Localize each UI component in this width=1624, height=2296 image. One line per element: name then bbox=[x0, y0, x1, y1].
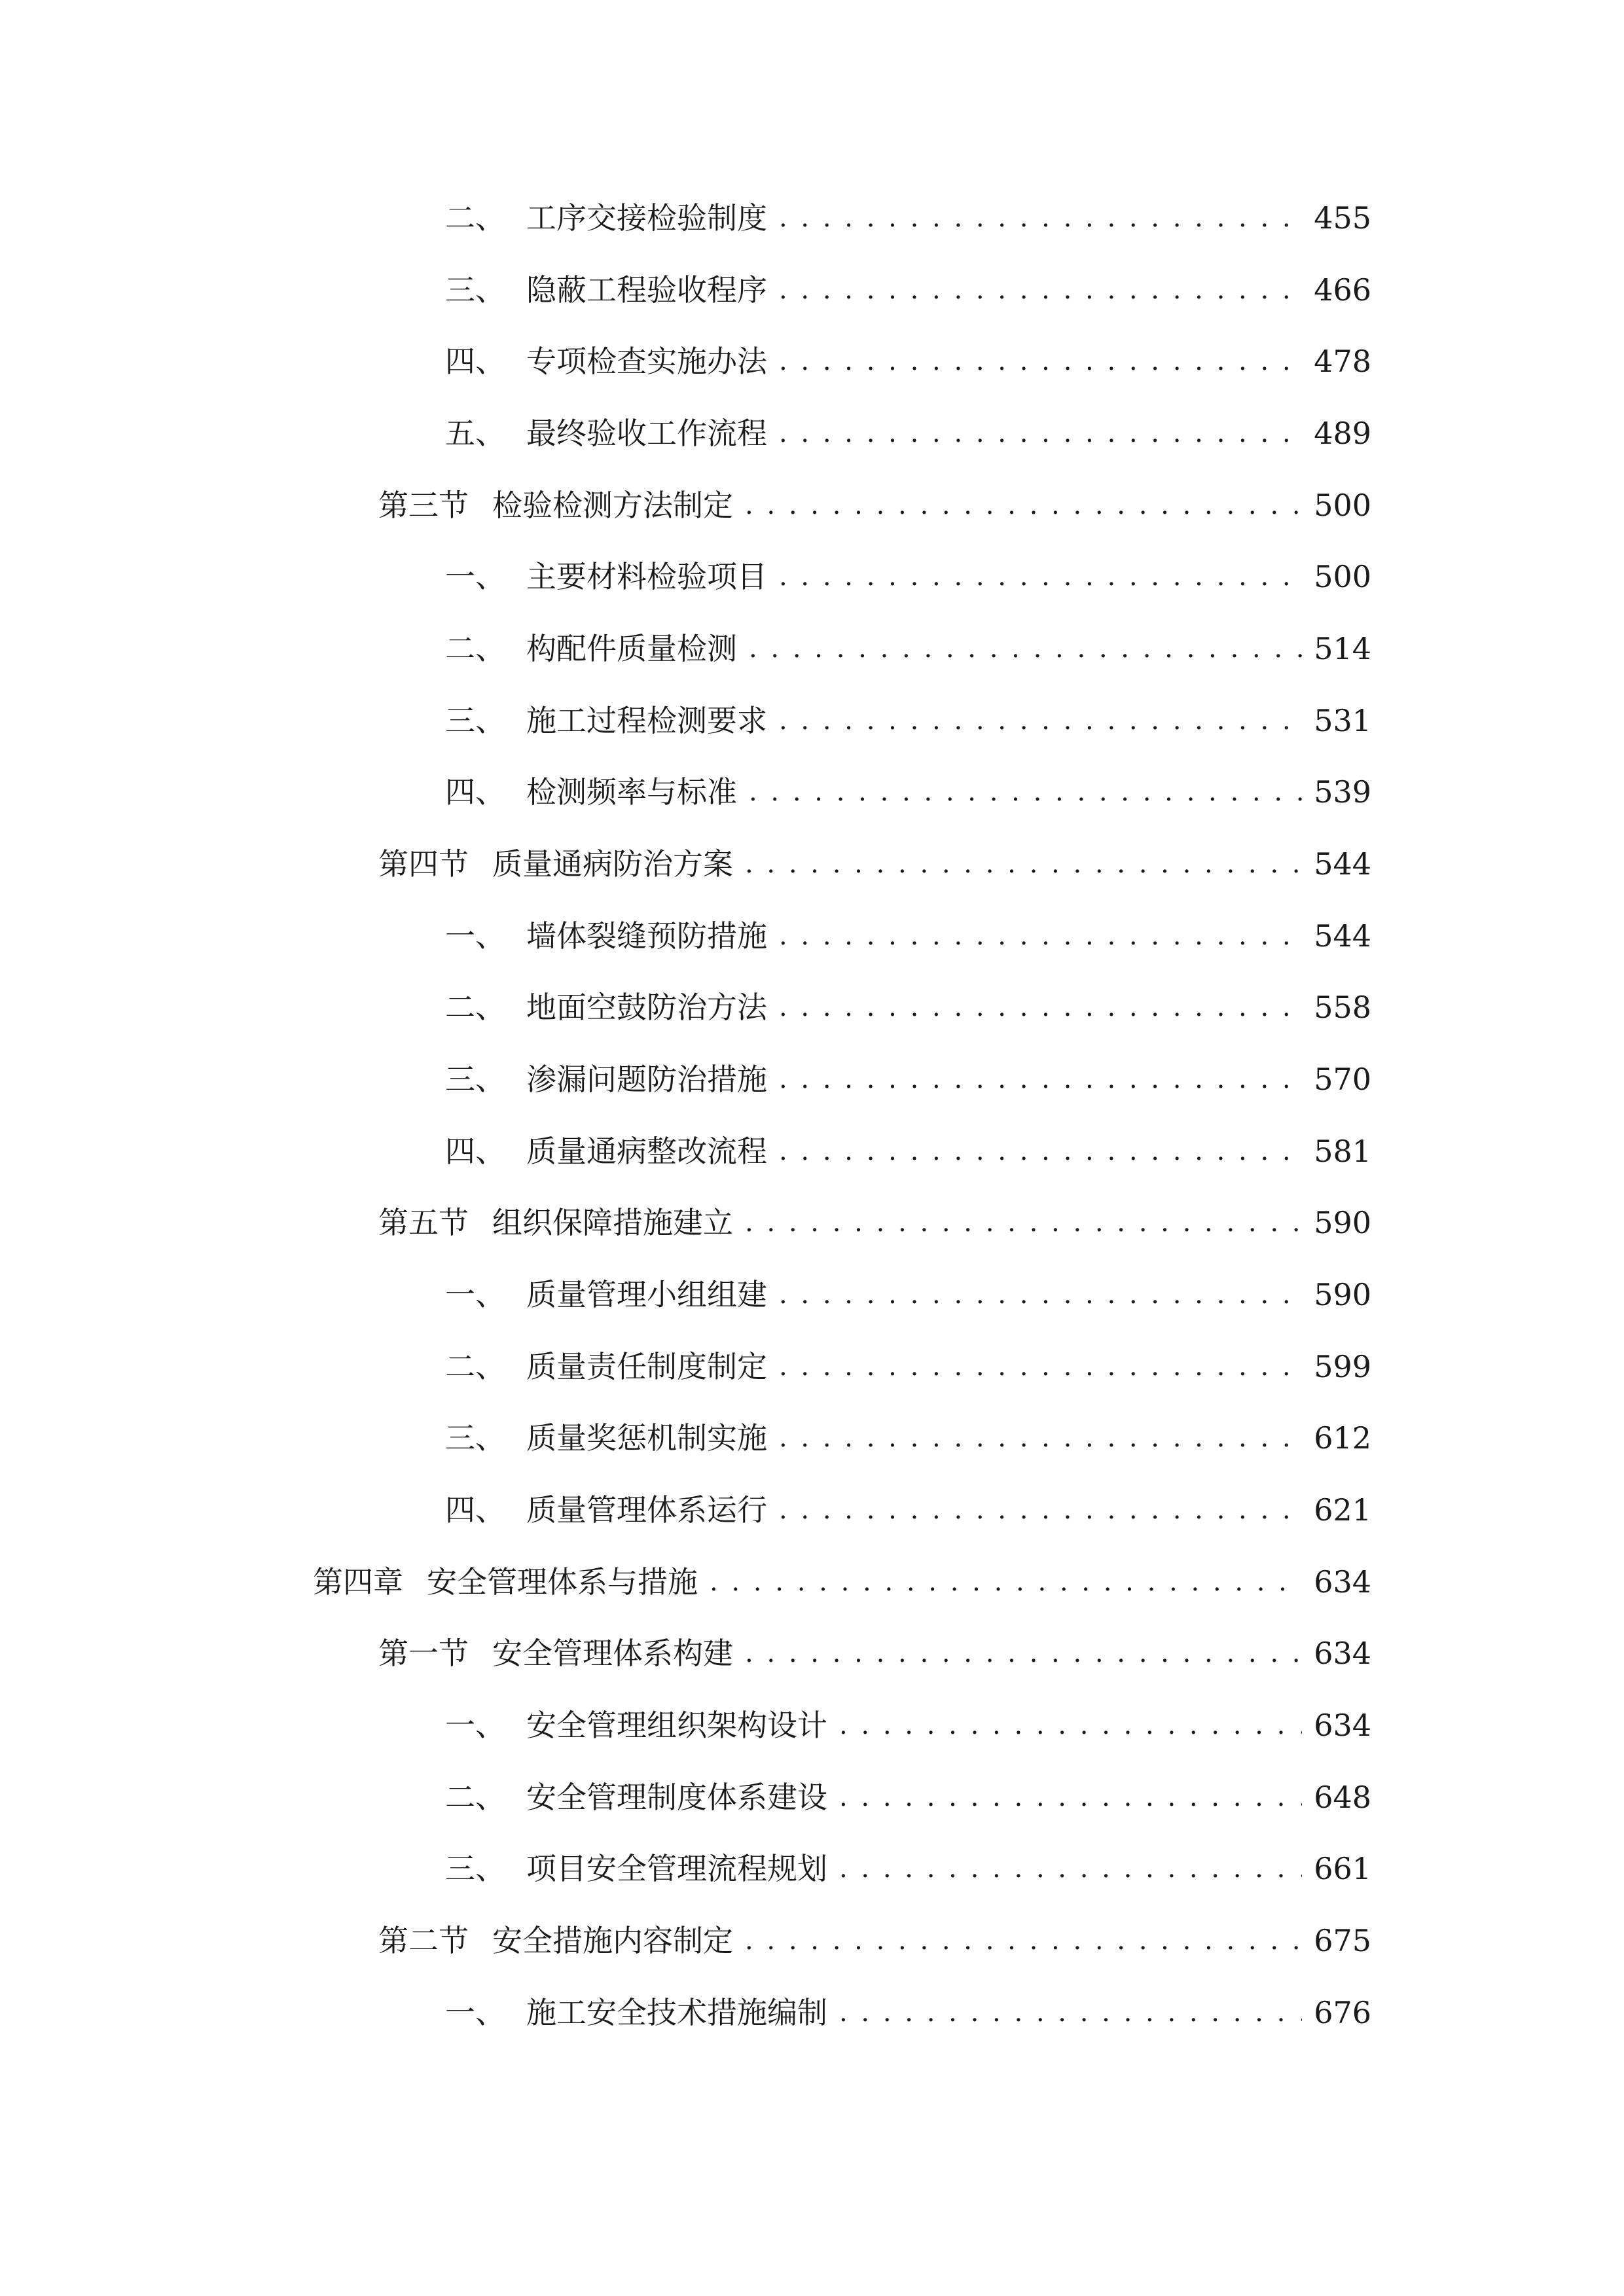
toc-entry-label: 三、 bbox=[445, 703, 505, 738]
toc-entry[interactable] bbox=[445, 1344, 1371, 1390]
toc-entry[interactable] bbox=[313, 1559, 1371, 1605]
toc-dot-leader bbox=[749, 626, 1302, 672]
toc-page-number: 455 bbox=[1314, 200, 1371, 236]
toc-page-number: 612 bbox=[1314, 1420, 1371, 1456]
toc-entry[interactable] bbox=[445, 626, 1371, 672]
toc-page-number: 500 bbox=[1314, 559, 1371, 594]
toc-page-number: 544 bbox=[1314, 846, 1371, 882]
toc-dot-leader bbox=[779, 554, 1302, 600]
toc-entry-title: 隐蔽工程验收程序 bbox=[526, 272, 767, 308]
toc-entry-title: 施工安全技术措施编制 bbox=[526, 1995, 827, 2030]
toc-dot-leader bbox=[779, 267, 1302, 313]
toc-dot-leader bbox=[779, 1344, 1302, 1390]
toc-entry[interactable] bbox=[445, 913, 1371, 959]
toc-page-number: 489 bbox=[1314, 416, 1371, 451]
toc-dot-leader bbox=[745, 1918, 1302, 1964]
toc-entry-title: 构配件质量检测 bbox=[526, 631, 737, 666]
toc-entry-label: 四、 bbox=[445, 344, 505, 379]
toc-dot-leader bbox=[839, 1702, 1302, 1748]
toc-entry-label: 第四章 bbox=[313, 1564, 403, 1600]
toc-entry-label: 第二节 bbox=[378, 1923, 469, 1958]
toc-entry[interactable] bbox=[445, 267, 1371, 313]
toc-entry-label: 二、 bbox=[445, 200, 505, 236]
toc-entry[interactable] bbox=[378, 1918, 1371, 1964]
toc-entry-title: 安全管理组织架构设计 bbox=[526, 1708, 827, 1743]
toc-entry-label: 第五节 bbox=[378, 1205, 469, 1240]
toc-entry-title: 主要材料检验项目 bbox=[526, 559, 767, 594]
toc-entry-title: 安全管理制度体系建设 bbox=[526, 1780, 827, 1815]
toc-page-number: 478 bbox=[1314, 344, 1371, 379]
toc-entry-label: 二、 bbox=[445, 631, 505, 666]
toc-entry-label: 四、 bbox=[445, 1492, 505, 1528]
toc-entry-title: 地面空鼓防治方法 bbox=[526, 990, 767, 1025]
toc-dot-leader bbox=[779, 410, 1302, 456]
toc-entry[interactable] bbox=[445, 410, 1371, 456]
toc-dot-leader bbox=[779, 1272, 1302, 1318]
toc-page-number: 531 bbox=[1314, 703, 1371, 738]
toc-entry-title: 施工过程检测要求 bbox=[526, 703, 767, 738]
toc-dot-leader bbox=[779, 1415, 1302, 1461]
toc-dot-leader bbox=[779, 1128, 1302, 1174]
toc-page-number: 590 bbox=[1314, 1277, 1371, 1312]
toc-entry-title: 质量管理小组组建 bbox=[526, 1277, 767, 1312]
toc-entry-title: 检验检测方法制定 bbox=[492, 488, 733, 523]
toc-entry-title: 质量管理体系运行 bbox=[526, 1492, 767, 1528]
toc-entry[interactable] bbox=[445, 554, 1371, 600]
toc-entry[interactable] bbox=[445, 338, 1371, 384]
toc-page-number: 500 bbox=[1314, 488, 1371, 523]
toc-entry[interactable] bbox=[445, 1702, 1371, 1748]
toc-entry-title: 最终验收工作流程 bbox=[526, 416, 767, 451]
toc-entry-title: 质量奖惩机制实施 bbox=[526, 1420, 767, 1456]
toc-entry[interactable] bbox=[378, 841, 1371, 887]
toc-entry-label: 第三节 bbox=[378, 488, 469, 523]
toc-dot-leader bbox=[745, 1630, 1302, 1676]
toc-dot-leader bbox=[779, 1487, 1302, 1533]
toc-page-number: 514 bbox=[1314, 631, 1371, 666]
toc-page-number: 661 bbox=[1314, 1851, 1371, 1886]
toc-entry-title: 项目安全管理流程规划 bbox=[526, 1851, 827, 1886]
toc-page-number: 599 bbox=[1314, 1349, 1371, 1384]
toc-entry-label: 一、 bbox=[445, 1708, 505, 1743]
toc-page-number: 648 bbox=[1314, 1780, 1371, 1815]
toc-entry[interactable] bbox=[445, 1846, 1371, 1892]
toc-page-number: 634 bbox=[1314, 1708, 1371, 1743]
toc-entry-title: 安全措施内容制定 bbox=[492, 1923, 733, 1958]
toc-entry-label: 一、 bbox=[445, 559, 505, 594]
toc-page-number: 581 bbox=[1314, 1134, 1371, 1169]
toc-entry[interactable] bbox=[445, 984, 1371, 1030]
toc-entry-title: 工序交接检验制度 bbox=[526, 200, 767, 236]
toc-dot-leader bbox=[745, 482, 1302, 528]
toc-entry-label: 四、 bbox=[445, 1134, 505, 1169]
toc-entry-label: 二、 bbox=[445, 1349, 505, 1384]
toc-dot-leader bbox=[710, 1559, 1302, 1605]
toc-dot-leader bbox=[749, 769, 1302, 815]
toc-entry[interactable] bbox=[378, 1200, 1371, 1246]
toc-entry-label: 三、 bbox=[445, 272, 505, 308]
toc-page-number: 634 bbox=[1314, 1564, 1371, 1600]
toc-entry[interactable] bbox=[445, 698, 1371, 744]
toc-entry-label: 三、 bbox=[445, 1851, 505, 1886]
toc-dot-leader bbox=[745, 1200, 1302, 1246]
toc-entry[interactable] bbox=[445, 1415, 1371, 1461]
toc-entry[interactable] bbox=[378, 1630, 1371, 1676]
toc-entry-title: 检测频率与标准 bbox=[526, 774, 737, 810]
toc-entry-label: 二、 bbox=[445, 1780, 505, 1815]
toc-dot-leader bbox=[839, 1846, 1302, 1892]
toc-entry-title: 安全管理体系与措施 bbox=[427, 1564, 698, 1600]
toc-entry-label: 三、 bbox=[445, 1062, 505, 1097]
toc-entry-title: 组织保障措施建立 bbox=[492, 1205, 733, 1240]
toc-dot-leader bbox=[779, 338, 1302, 384]
toc-dot-leader bbox=[779, 984, 1302, 1030]
toc-entry[interactable] bbox=[445, 1990, 1371, 2036]
toc-page-number: 570 bbox=[1314, 1062, 1371, 1097]
toc-dot-leader bbox=[779, 913, 1302, 959]
toc-entry[interactable] bbox=[445, 769, 1371, 815]
toc-entry-label: 三、 bbox=[445, 1420, 505, 1456]
toc-page-number: 544 bbox=[1314, 918, 1371, 954]
toc-entry-label: 四、 bbox=[445, 774, 505, 810]
toc-dot-leader bbox=[779, 195, 1302, 241]
toc-entry-title: 渗漏问题防治措施 bbox=[526, 1062, 767, 1097]
toc-page-number: 558 bbox=[1314, 990, 1371, 1025]
toc-entry[interactable] bbox=[445, 1128, 1371, 1174]
toc-page-number: 675 bbox=[1314, 1923, 1371, 1958]
toc-entry[interactable] bbox=[445, 1774, 1371, 1820]
toc-entry-title: 安全管理体系构建 bbox=[492, 1636, 733, 1671]
toc-entry-title: 墙体裂缝预防措施 bbox=[526, 918, 767, 954]
toc-entry[interactable] bbox=[445, 1272, 1371, 1318]
toc-dot-leader bbox=[779, 698, 1302, 744]
toc-page-number: 621 bbox=[1314, 1492, 1371, 1528]
toc-entry-title: 质量通病防治方案 bbox=[492, 846, 733, 882]
toc-entry-label: 二、 bbox=[445, 990, 505, 1025]
toc-page-number: 676 bbox=[1314, 1995, 1371, 2030]
toc-dot-leader bbox=[745, 841, 1302, 887]
toc-entry[interactable] bbox=[445, 195, 1371, 241]
toc-entry-label: 一、 bbox=[445, 918, 505, 954]
toc-entry-label: 第一节 bbox=[378, 1636, 469, 1671]
toc-entry-label: 一、 bbox=[445, 1995, 505, 2030]
toc-dot-leader bbox=[839, 1774, 1302, 1820]
toc-entry-label: 第四节 bbox=[378, 846, 469, 882]
toc-page-number: 634 bbox=[1314, 1636, 1371, 1671]
toc-page-number: 590 bbox=[1314, 1205, 1371, 1240]
toc-entry-label: 五、 bbox=[445, 416, 505, 451]
toc-entry[interactable] bbox=[445, 1056, 1371, 1102]
toc-page-number: 466 bbox=[1314, 272, 1371, 308]
toc-entry[interactable] bbox=[445, 1487, 1371, 1533]
toc-page-number: 539 bbox=[1314, 774, 1371, 810]
toc-dot-leader bbox=[839, 1990, 1302, 2036]
toc-dot-leader bbox=[779, 1056, 1302, 1102]
toc-entry[interactable] bbox=[378, 482, 1371, 528]
toc-entry-title: 专项检查实施办法 bbox=[526, 344, 767, 379]
toc-entry-label: 一、 bbox=[445, 1277, 505, 1312]
toc-entry-title: 质量责任制度制定 bbox=[526, 1349, 767, 1384]
toc-entry-title: 质量通病整改流程 bbox=[526, 1134, 767, 1169]
